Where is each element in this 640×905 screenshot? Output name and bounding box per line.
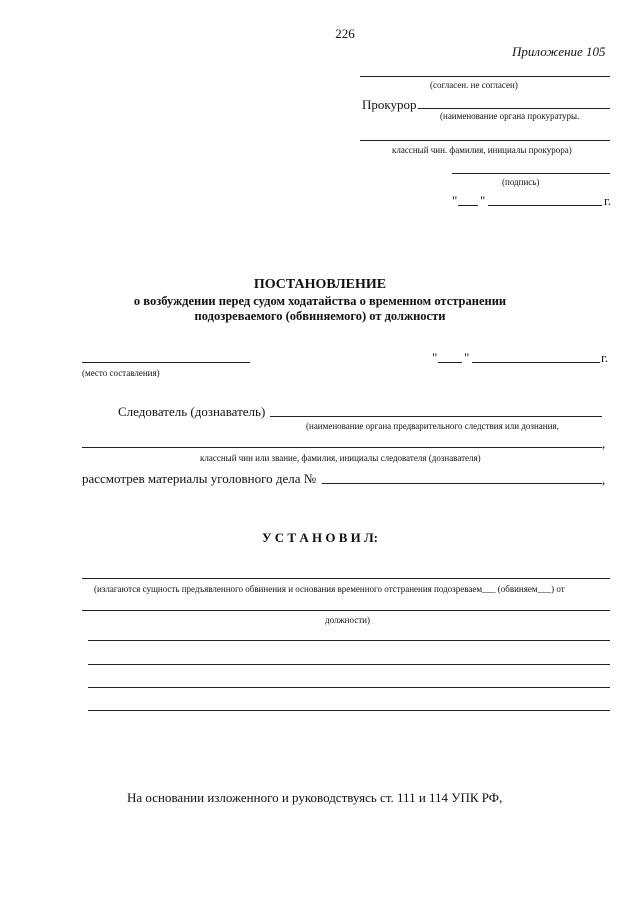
investigator-label: Следователь (дознаватель)	[118, 404, 266, 419]
date-quote-open: "	[432, 350, 438, 365]
document-title: ПОСТАНОВЛЕНИЕ	[253, 277, 387, 292]
document-subtitle-line2: подозреваемого (обвиняемого) от должности	[194, 309, 446, 323]
prosecutor-year-suffix: г.	[604, 193, 612, 208]
investigator-rank-hint: классный чин или звание, фамилия, инициалы следователя (дознавателя)	[200, 453, 481, 463]
established-hint-line2: должности)	[325, 615, 370, 625]
established-hint-line1: (излагаются сущность предъявленного обвинения и основания временного отстранения подозреваем___ (обвиняем___) от	[94, 584, 565, 594]
case-number-line[interactable]	[322, 483, 602, 484]
established-line-6[interactable]	[88, 710, 610, 711]
investigator-rank-comma: ,	[602, 436, 606, 451]
date-month-line[interactable]	[472, 362, 600, 363]
investigator-agency-hint: (наименование органа предварительного следствия или дознания,	[306, 421, 559, 431]
consent-line[interactable]	[360, 76, 610, 77]
appendix-label: Приложение 105	[512, 44, 606, 59]
investigator-rank-line[interactable]	[82, 447, 602, 448]
consent-hint: (согласен. не согласен)	[430, 80, 518, 90]
prosecutor-label: Прокурор	[362, 97, 417, 112]
signature-hint: (подпись)	[502, 177, 540, 187]
established-line-5[interactable]	[88, 687, 610, 688]
established-line-1[interactable]	[82, 578, 610, 579]
prosecutor-date-day-line[interactable]	[458, 205, 478, 206]
place-hint: (место составления)	[82, 368, 160, 378]
established-heading: У С Т А Н О В И Л:	[261, 530, 378, 545]
established-line-3[interactable]	[88, 640, 610, 641]
prosecutor-date-month-line[interactable]	[488, 205, 602, 206]
signature-line[interactable]	[452, 173, 610, 174]
place-line[interactable]	[82, 362, 250, 363]
prosecutor-agency-line[interactable]	[418, 108, 610, 109]
case-text: рассмотрев материалы уголовного дела №	[82, 471, 317, 486]
case-comma: ,	[602, 472, 606, 487]
document-subtitle-line1: о возбуждении перед судом ходатайства о временном отстранении	[133, 294, 507, 308]
date-day-line[interactable]	[438, 362, 462, 363]
footer-text: На основании изложенного и руководствуясь ст. 111 и 114 УПК РФ,	[127, 790, 503, 805]
established-line-2[interactable]	[82, 610, 610, 611]
prosecutor-rank-line[interactable]	[360, 140, 610, 141]
prosecutor-rank-hint: классный чин. фамилия, инициалы прокурора)	[392, 145, 572, 155]
date-year-suffix: г.	[601, 350, 609, 365]
prosecutor-date-quote-close: "	[480, 193, 486, 208]
prosecutor-date-quote-open: "	[452, 193, 458, 208]
date-quote-close: "	[464, 350, 470, 365]
prosecutor-agency-hint: (наименование органа прокуратуры.	[440, 111, 580, 121]
page-number: 226	[335, 26, 355, 41]
established-line-4[interactable]	[88, 664, 610, 665]
investigator-agency-line[interactable]	[270, 416, 602, 417]
